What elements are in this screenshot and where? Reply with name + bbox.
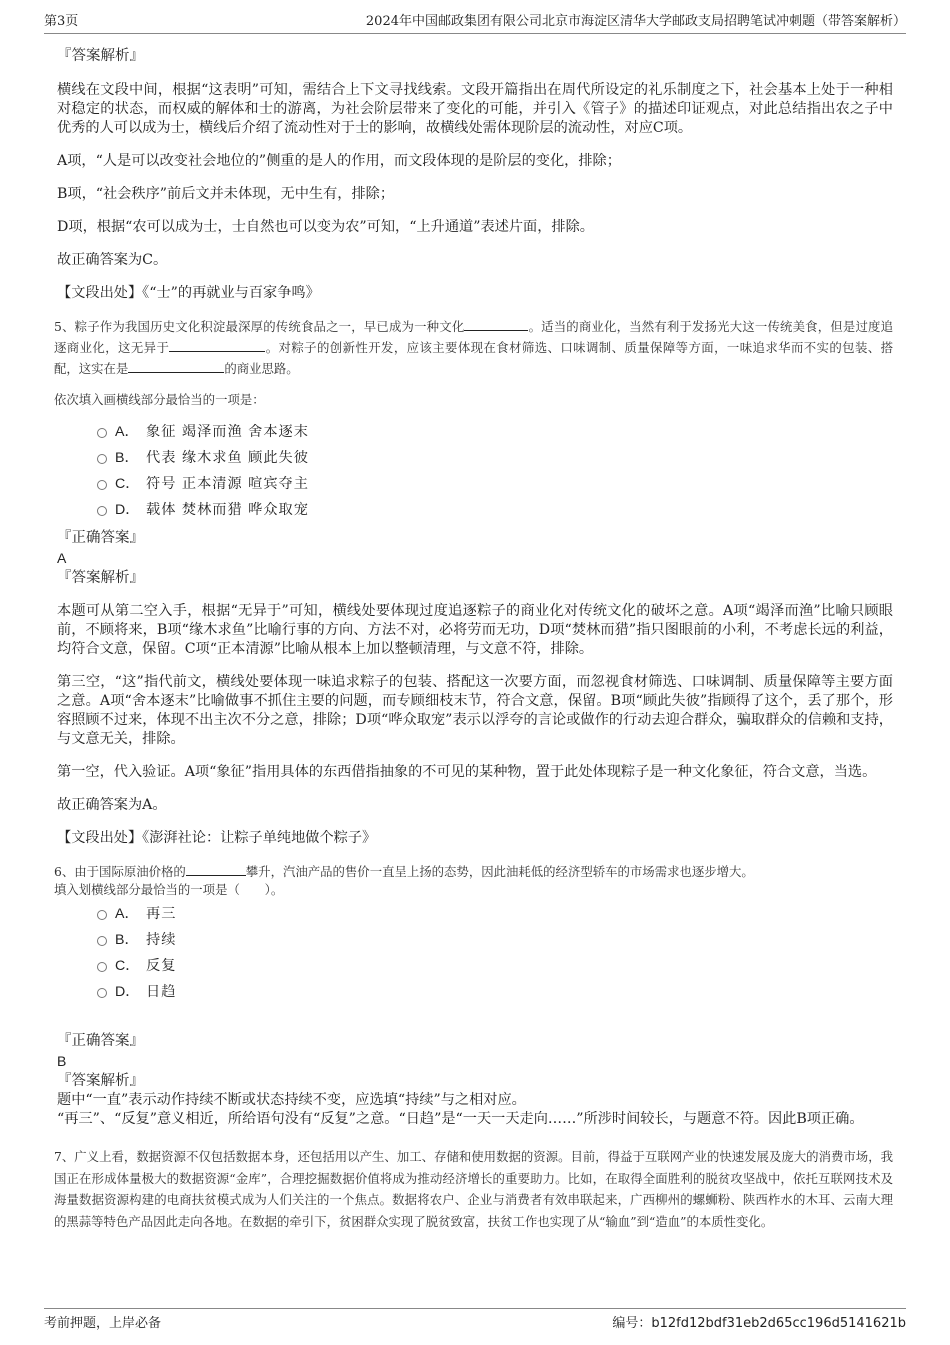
page-number: 第3页 (44, 14, 79, 29)
fill-blank (128, 360, 224, 373)
question-5-options (57, 419, 893, 523)
analysis-paragraph: D项，根据“农可以成为士，士自然也可以变为农”可知，“上升通道”表述片面，排除。 (57, 219, 594, 235)
footer-slogan: 考前押题，上岸必备 (44, 1316, 162, 1331)
analysis-paragraph: A项，“人是可以改变社会地位的”侧重的是人的作用，而文段体现的是阶层的变化，排除； (57, 153, 621, 169)
option-b[interactable]: B． 代表 缘木求鱼 顾此失彼 (57, 445, 893, 471)
analysis-paragraph: 第三空，“这”指代前文，横线处要体现一味追求粽子的包装、搭配这一次要方面，而忽视食材筛选、口味调制、质量保障等主要方面之意。A项“舍本逐末”比喻做事不抓住主要的问题，而专顾细枝末节，符合文意，保留。B项“顾此失彼”指顾得了这个，丢了那个，形容照顾不过来，体现不出主次不分之意，排除；D项“哗众取宠”表示以浮夸的言论或做作的行动去迎合群众，骗取群众的信赖和支持，与文意无关，排除。 (57, 674, 893, 747)
fill-blank (169, 339, 265, 352)
fill-blank (186, 863, 246, 876)
radio-button[interactable] (97, 936, 107, 946)
document-title: 2024年中国邮政集团有限公司北京市海淀区清华大学邮政支局招聘笔试冲刺题（带答案解析） (365, 14, 906, 29)
document-code: 编号：b12fd12bdf31eb2d65cc196d5141621b (612, 1316, 906, 1331)
option-a[interactable]: A． 象征 竭泽而渔 舍本逐末 (57, 419, 893, 445)
correct-answer-label: 『正确答案』 (57, 530, 144, 546)
analysis-paragraph: 横线在文段中间，根据“这表明”可知，需结合上下文寻找线索。文段开篇指出在周代所设定的礼乐制度之下，社会基本上处于一种相对稳定的状态，而权威的解体和士的游离，为社会阶层带来了变化的可能，并引入《管子》的描述印证观点，对此总结指出农之子中优秀的人可以成为士，横线后介绍了流动性对于士的影响，故横线处需体现阶层的流动性，对应C项。 (57, 82, 893, 136)
analysis-paragraph: 第一空，代入验证。A项“象征”指用具体的东西借指抽象的不可见的某种物，置于此处体现粽子是一种文化象征，符合文意，当选。 (57, 764, 877, 780)
radio-button[interactable] (97, 428, 107, 438)
radio-button[interactable] (97, 480, 107, 490)
question-7-stem: 7、广义上看，数据资源不仅包括数据本身，还包括用以产生、加工、存储和使用数据的资源。目前，得益于互联网产业的快速发展及庞大的消费市场，我国正在形成体量极大的数据资源“金库”，合理挖掘数据价值将成为推动经济增长的重要助力。比如，在取得全面胜利的脱贫攻坚战中，依托互联网技术及海量数据资源构建的电商扶贫模式成为人们关注的一个焦点。数据将农户、企业与消费者有效串联起来，广西柳州的螺蛳粉、陕西柞水的木耳、云南大理的黑蒜等特色产品因此走向各地。在数据的牵引下，贫困群众实现了脱贫致富，扶贫工作也实现了从“输血”到“造血”的本质性变化。 (54, 1149, 893, 1229)
analysis-label: 『答案解析』 (57, 1073, 144, 1089)
question-6-prompt: 填入划横线部分最恰当的一项是（ ）。 (54, 882, 284, 897)
radio-button[interactable] (97, 454, 107, 464)
analysis-label: 『答案解析』 (57, 48, 144, 64)
correct-answer-label: 『正确答案』 (57, 1033, 144, 1049)
radio-button[interactable] (97, 910, 107, 920)
radio-button[interactable] (97, 988, 107, 998)
question-6-options (57, 901, 893, 1005)
option-b[interactable]: B． 持续 (57, 927, 893, 953)
question-5-stem: 5、粽子作为我国历史文化积淀最深厚的传统食品之一，早已成为一种文化 。适当的商业化，当然有利于发扬光大这一传统美食，但是过度追逐商业化，这无异于 。对粽子的创新性开发，应该主要体现在食材筛选、口味调制、质量保障等方面，一味追求华而不实的包装、搭配，这实在是 的商业思路。 (54, 319, 894, 376)
radio-button[interactable] (97, 962, 107, 972)
radio-button[interactable] (97, 506, 107, 516)
correct-answer-value: B (57, 1053, 67, 1069)
correct-answer-statement: 故正确答案为A。 (57, 797, 167, 813)
analysis-label: 『答案解析』 (57, 570, 144, 586)
question-5-prompt: 依次填入画横线部分最恰当的一项是： (54, 392, 265, 407)
option-d[interactable]: D． 日趋 (57, 979, 893, 1005)
analysis-paragraph: B项，“社会秩序”前后文并未体现，无中生有，排除； (57, 186, 395, 202)
text-source: 【文段出处】《澎湃社论：让粽子单纯地做个粽子》 (57, 830, 377, 846)
question-6-stem: 6、由于国际原油价格的 攀升，汽油产品的售价一直呈上扬的态势，因此油耗低的经济型轿车的市场需求也逐步增大。 (54, 864, 754, 879)
correct-answer-statement: 故正确答案为C。 (57, 252, 168, 268)
correct-answer-value: A (57, 550, 67, 566)
analysis-paragraph: 本题可从第二空入手，根据“无异于”可知，横线处要体现过度追逐粽子的商业化对传统文化的破坏之意。A项“竭泽而渔”比喻只顾眼前，不顾将来，B项“缘木求鱼”比喻行事的方向、方法不对，必将劳而无功，D项“焚林而猎”指只图眼前的小利，不考虑长远的利益，均符合文意，保留。C项“正本清源”比喻从根本上加以整顿清理，与文意不符，排除。 (57, 603, 893, 657)
page-content (54, 44, 894, 1232)
page-footer (44, 1308, 906, 1335)
fill-blank (464, 318, 528, 331)
page-header (44, 11, 906, 34)
option-a[interactable]: A． 再三 (57, 901, 893, 927)
option-d[interactable]: D． 载体 焚林而猎 哗众取宠 (57, 497, 893, 523)
analysis-paragraph: “再三”、“反复”意义相近，所给语句没有“反复”之意。“日趋”是“一天一天走向……”所涉时间较长，与题意不符。因此B项正确。 (57, 1111, 864, 1127)
analysis-paragraph: 题中“一直”表示动作持续不断或状态持续不变，应选填“持续”与之相对应。 (57, 1092, 526, 1108)
option-c[interactable]: C． 反复 (57, 953, 893, 979)
option-c[interactable]: C． 符号 正本清源 喧宾夺主 (57, 471, 893, 497)
text-source: 【文段出处】《“士”的再就业与百家争鸣》 (57, 285, 320, 301)
